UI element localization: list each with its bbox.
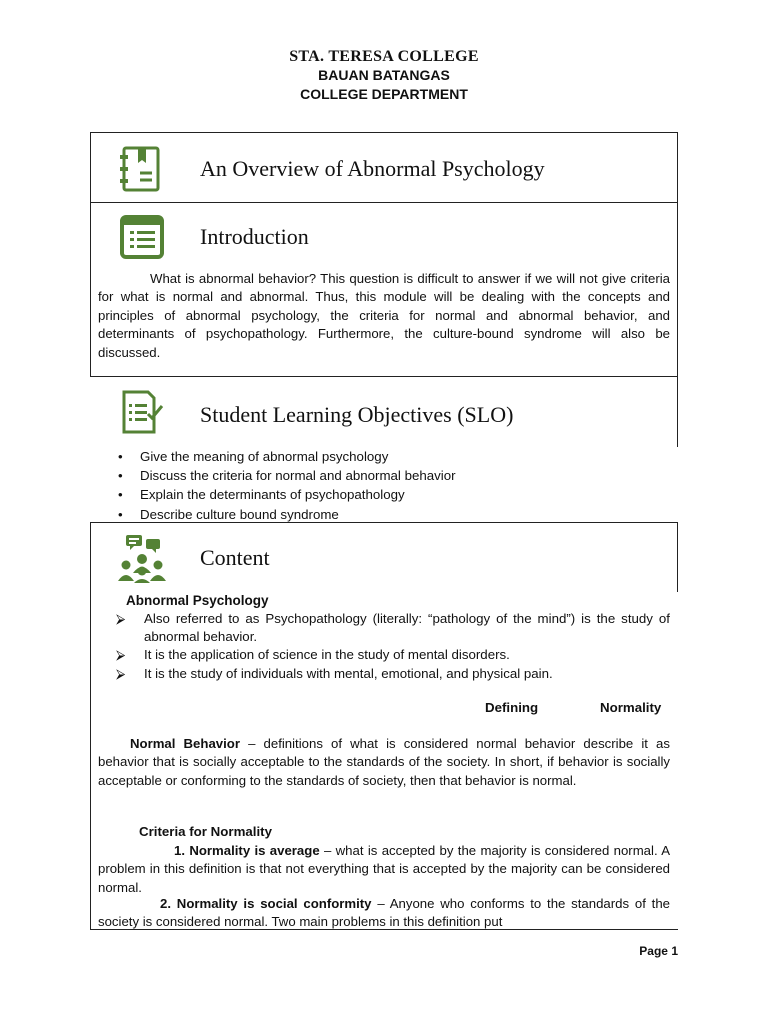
list-item: • Explain the determinants of psychopathology <box>90 485 678 504</box>
list-item: • Discuss the criteria for normal and abnormal behavior <box>90 466 678 485</box>
abnormal-psychology-heading: Abnormal Psychology <box>126 593 269 608</box>
book-icon <box>118 145 166 193</box>
content-title: Content <box>200 545 270 570</box>
normal-behavior-paragraph: Normal Behavior – definitions of what is considered normal behavior describe it as behavior that is socially acceptable to the standards of the society. In short, if behavior is socially acceptable or conforming to the standards of society, then that behavior is normal. <box>98 736 670 788</box>
list-item: ⮚ It is the study of individuals with mental, emotional, and physical pain. <box>116 665 670 683</box>
criterion-2-paragraph: 2. Normality is social conformity – Anyone who conforms to the standards of the society is considered normal. Two main problems in this definition put <box>98 896 670 929</box>
college-location: BAUAN BATANGAS <box>318 67 450 83</box>
list-item: ⮚ It is the application of science in the study of mental disorders. <box>116 646 670 664</box>
introduction-title: Introduction <box>200 224 309 249</box>
content-left-border <box>90 522 91 930</box>
criterion-1-paragraph: 1. Normality is average – what is accepted by the majority is considered normal. A problem in this definition is that not everything that is accepted by the majority can be considered normal. <box>98 843 671 895</box>
list-item: • Give the meaning of abnormal psychology <box>90 447 678 466</box>
slo-list <box>90 447 678 524</box>
list-item: ⮚ Also referred to as Psychopathology (literally: “pathology of the mind”) is the study of abnormal behavior. <box>116 611 670 645</box>
content-points <box>116 610 670 683</box>
arrow-bullet-icon: ⮚ <box>116 665 126 681</box>
page-number: Page 1 <box>639 944 678 958</box>
overview-title: An Overview of Abnormal Psychology <box>200 156 545 181</box>
slo-title: Student Learning Objectives (SLO) <box>200 402 514 427</box>
college-name: STA. TERESA COLLEGE <box>289 48 479 65</box>
arrow-bullet-icon: ⮚ <box>116 611 126 626</box>
arrow-bullet-icon: ⮚ <box>116 647 126 663</box>
criteria-heading: Criteria for Normality <box>139 824 273 839</box>
checklist-icon <box>118 388 166 436</box>
introduction-paragraph: What is abnormal behavior? This question is difficult to answer if we will not give criteria for what is normal and abnormal. Thus, this module will be dealing with the concepts and principles of abnormal psychology, the criteria for normal and abnormal behavior, and determinants of psychopathology. Furthermore, the culture-bound syndrome will also be discussed. <box>98 271 670 360</box>
list-item: • Describe culture bound syndrome <box>90 505 678 524</box>
content-box <box>90 522 678 592</box>
defining-normality-heading-word2: Normality <box>600 700 662 715</box>
defining-normality-heading-word1: Defining <box>485 700 539 715</box>
college-department: COLLEGE DEPARTMENT <box>300 86 468 102</box>
content-bottom-border <box>90 929 678 930</box>
group-discussion-icon <box>116 533 168 583</box>
document-lines-icon <box>118 213 166 261</box>
